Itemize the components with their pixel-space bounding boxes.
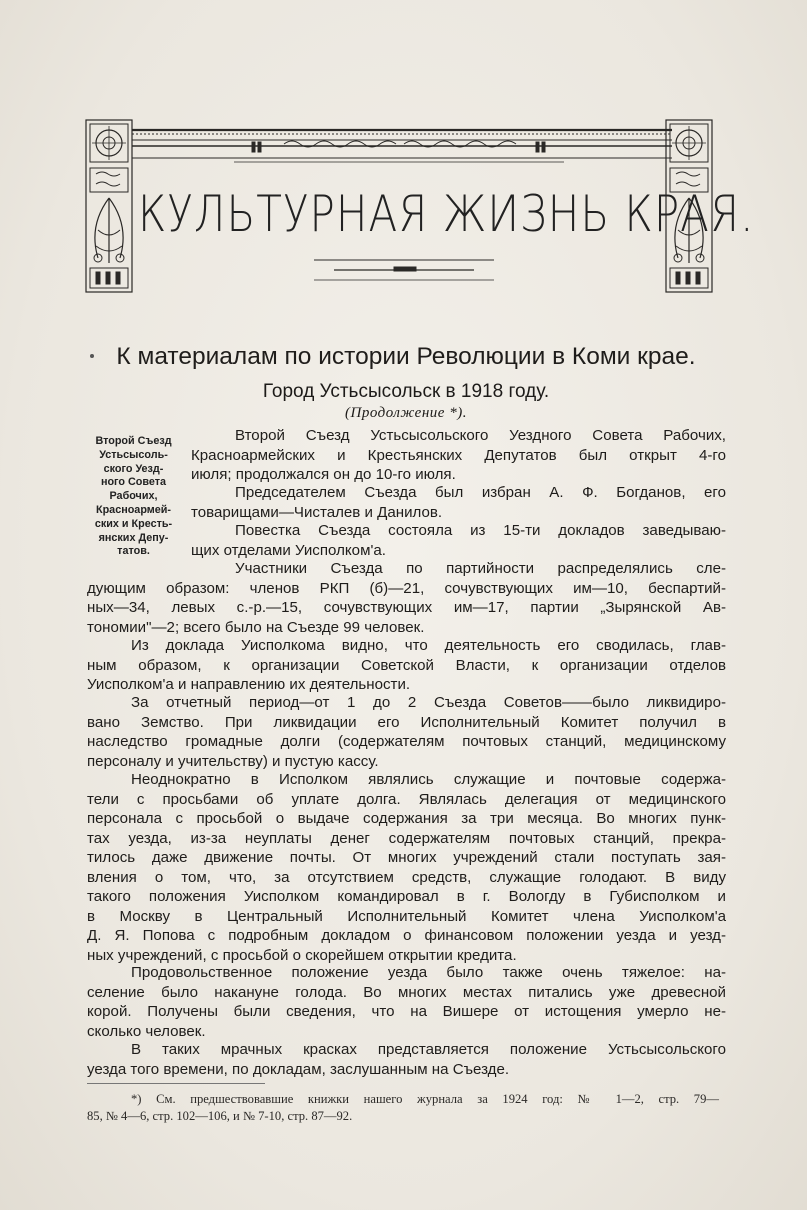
text-line: ных—34, левых с.-р.—15, сочувствующих им—17, партии „Зырянской Ав-	[87, 599, 726, 616]
continuation-note: (Продолжение *).	[345, 405, 467, 421]
text-line: За отчетный период—от 1 до 2 Съезда Советов——было ликвидиро-	[131, 694, 726, 711]
margin-note-line: Рабочих,	[109, 490, 158, 503]
text-line: ных учреждений, с просьбой о скорейшем открытии кредита.	[87, 946, 517, 964]
margin-note-line: Красноармей-	[96, 503, 171, 516]
paragraph	[191, 426, 726, 485]
text-line: тах уезда, из-за неуплаты денег содержателям почтовых станций, прекра-	[87, 829, 726, 847]
text-line: такого положения Уисполком командировал в г. Вологду в Губисполком и	[87, 888, 726, 905]
text-line: Д. Я. Попова с подробным докладом о финансовом положении уезда и уезд-	[87, 927, 726, 944]
footnote-line: 85, № 4—6, стр. 102—106, и № 7-10, стр. 87—92.	[87, 1109, 353, 1123]
text-line: тели с просьбами об уплате долга. Являлась делегация от медицинского	[87, 790, 726, 808]
text-line: в Москву в Центральный Исполнительный Комитет члена Уисполком'а	[87, 907, 726, 925]
text-line: товарищами—Чисталев и Данилов.	[191, 503, 443, 521]
text-line: Второй Съезд Устьсысольского Уездного Совета Рабочих,	[235, 427, 726, 444]
margin-note	[86, 435, 181, 559]
section-title: КУЛЬТУРНАЯ ЖИЗНЬ КРАЯ.	[138, 185, 755, 243]
text-line: селение было накануне голода. Во многих местах питались уже древесной	[87, 983, 726, 1001]
text-line: тономии"—2; всего было на Съезде 99 человек.	[87, 618, 425, 636]
text-line: тилось даже движение почты. От многих учреждений стали поступать зая-	[87, 849, 726, 866]
margin-note-line: ских и Кресть-	[94, 517, 173, 530]
text-line: вления о том, что, за отсутствием средств, служащие голодают. В виду	[87, 868, 726, 886]
text-line: Участники Съезда по партийности распределялись сле-	[235, 560, 726, 577]
text-line: уезда того времени, по докладам, заслушанным на Съезде.	[87, 1060, 510, 1078]
text-line: персонала с просьбой о выдаче содержания за три месяца. Во многих пунк-	[87, 810, 726, 827]
text-line: Повестка Съезда состояла из 15-ти докладов заведываю-	[235, 522, 726, 539]
article-heading: К материалам по истории Революции в Коми крае.	[116, 343, 696, 370]
margin-note-line: ного Совета	[100, 476, 167, 489]
text-line: В таких мрачных красках представляется положение Устьсысольского	[131, 1041, 726, 1058]
margin-note-line: ского Уезд-	[103, 462, 164, 475]
text-line: корой. Получены были сведения, что на Вишере от истощения умерло не-	[87, 1003, 726, 1020]
text-line: ным образом, к организации Советской Власти, к организации отделов	[87, 656, 726, 674]
text-line: июля; продолжался он до 10-го июля.	[191, 466, 456, 483]
paragraph	[191, 483, 726, 522]
text-line: Продовольственное положение уезда было также очень тяжелое: на-	[131, 964, 726, 981]
text-line: Красноармейских и Крестьянских Депутатов был открыт 4-го	[191, 446, 726, 464]
paragraph	[87, 559, 726, 637]
article-subheading: Город Устьсысольск в 1918 году.	[262, 381, 550, 402]
margin-note-line: татов.	[117, 545, 150, 558]
text-line: дующим образом: членов РКП (б)—21, сочувствующих им—10, беспартий-	[87, 579, 726, 597]
margin-note-line: Устьсысоль-	[99, 448, 168, 461]
text-line: Уисполком'а и направлению их деятельности.	[87, 676, 411, 693]
paragraph	[87, 963, 726, 1041]
margin-note-line: Второй Съезд	[95, 435, 172, 447]
paragraph	[87, 1040, 726, 1079]
text-line: персоналу и учительству) и пустую кассу.	[87, 752, 379, 770]
text-line: Неоднократно в Исполком являлись служащие и почтовые содержа-	[131, 771, 726, 788]
text-line: Председателем Съезда был избран А. Ф. Богданов, его	[235, 484, 726, 501]
text-line: вано Земство. При ликвидации его Исполнительный Комитет получил в	[87, 713, 726, 731]
text-line: щих отделами Уисполком'а.	[191, 541, 386, 559]
text-line: Из доклада Уисполкома видно, что деятельность его сводилась, глав-	[131, 637, 726, 654]
text-line: наследство громадные долги (содержателям почтовых станций, медицинскому	[87, 733, 726, 750]
paragraph	[87, 693, 726, 771]
paragraph	[87, 636, 726, 695]
footnote-divider	[87, 1083, 265, 1084]
paragraph	[191, 521, 726, 560]
footnote-line: *) См. предшествовавшие книжки нашего журнала за 1924 год: № 1—2, стр. 79—	[131, 1092, 719, 1106]
margin-note-line: янских Депу-	[98, 531, 169, 544]
footnote	[87, 1091, 719, 1125]
text-line: сколько человек.	[87, 1022, 206, 1040]
paragraph	[87, 770, 726, 965]
